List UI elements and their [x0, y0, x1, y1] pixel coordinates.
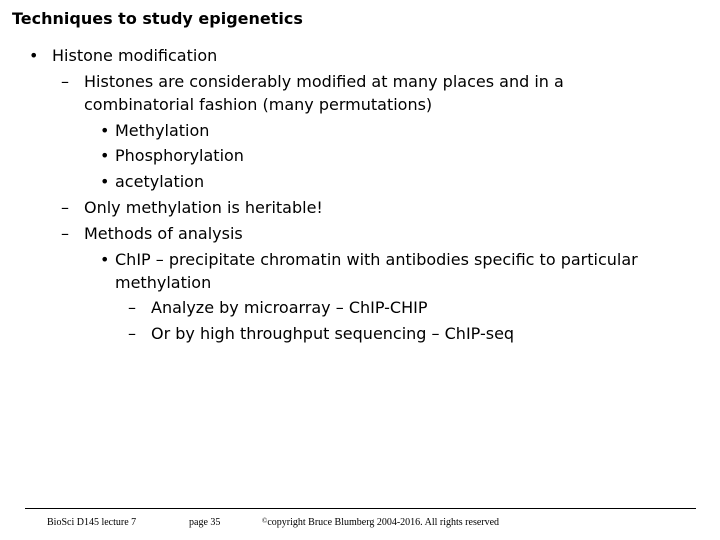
dash-marker: – [128, 298, 136, 317]
footer-page-number: page 35 [189, 517, 221, 528]
dash-marker: – [61, 72, 69, 91]
bullet-methylation: Methylation [115, 121, 210, 140]
bullet-histone-modification: Histone modification [52, 46, 218, 65]
bullet-histones-modified-line-2: combinatorial fashion (many permutations) [84, 95, 433, 114]
dash-marker: – [128, 324, 136, 343]
bullet-chip-chip: Analyze by microarray – ChIP-CHIP [151, 298, 428, 317]
bullet-marker: • [100, 146, 110, 165]
dash-marker: – [61, 198, 69, 217]
bullet-marker: • [29, 46, 39, 65]
bullet-only-methylation-heritable: Only methylation is heritable! [84, 198, 323, 217]
bullet-phosphorylation: Phosphorylation [115, 146, 244, 165]
bullet-marker: • [100, 121, 110, 140]
copyright-text: copyright Bruce Blumberg 2004-2016. All rights reserved [267, 517, 500, 528]
bullet-acetylation: acetylation [115, 172, 205, 191]
footer-copyright [262, 517, 499, 529]
footer-divider [25, 508, 696, 509]
bullet-marker: • [100, 172, 110, 191]
slide-title: Techniques to study epigenetics [12, 9, 303, 28]
bullet-histones-modified-line-1: Histones are considerably modified at many places and in a [84, 72, 564, 91]
dash-marker: – [61, 224, 69, 243]
bullet-chip-line-1: ChIP – precipitate chromatin with antibodies specific to particular [115, 250, 638, 269]
bullet-marker: • [100, 250, 110, 269]
bullet-chip-line-2: methylation [115, 273, 212, 292]
bullet-chip-seq: Or by high throughput sequencing – ChIP-seq [151, 324, 515, 343]
copyright-symbol: © [262, 517, 268, 525]
footer-course: BioSci D145 lecture 7 [47, 517, 137, 528]
bullet-methods-of-analysis: Methods of analysis [84, 224, 243, 243]
